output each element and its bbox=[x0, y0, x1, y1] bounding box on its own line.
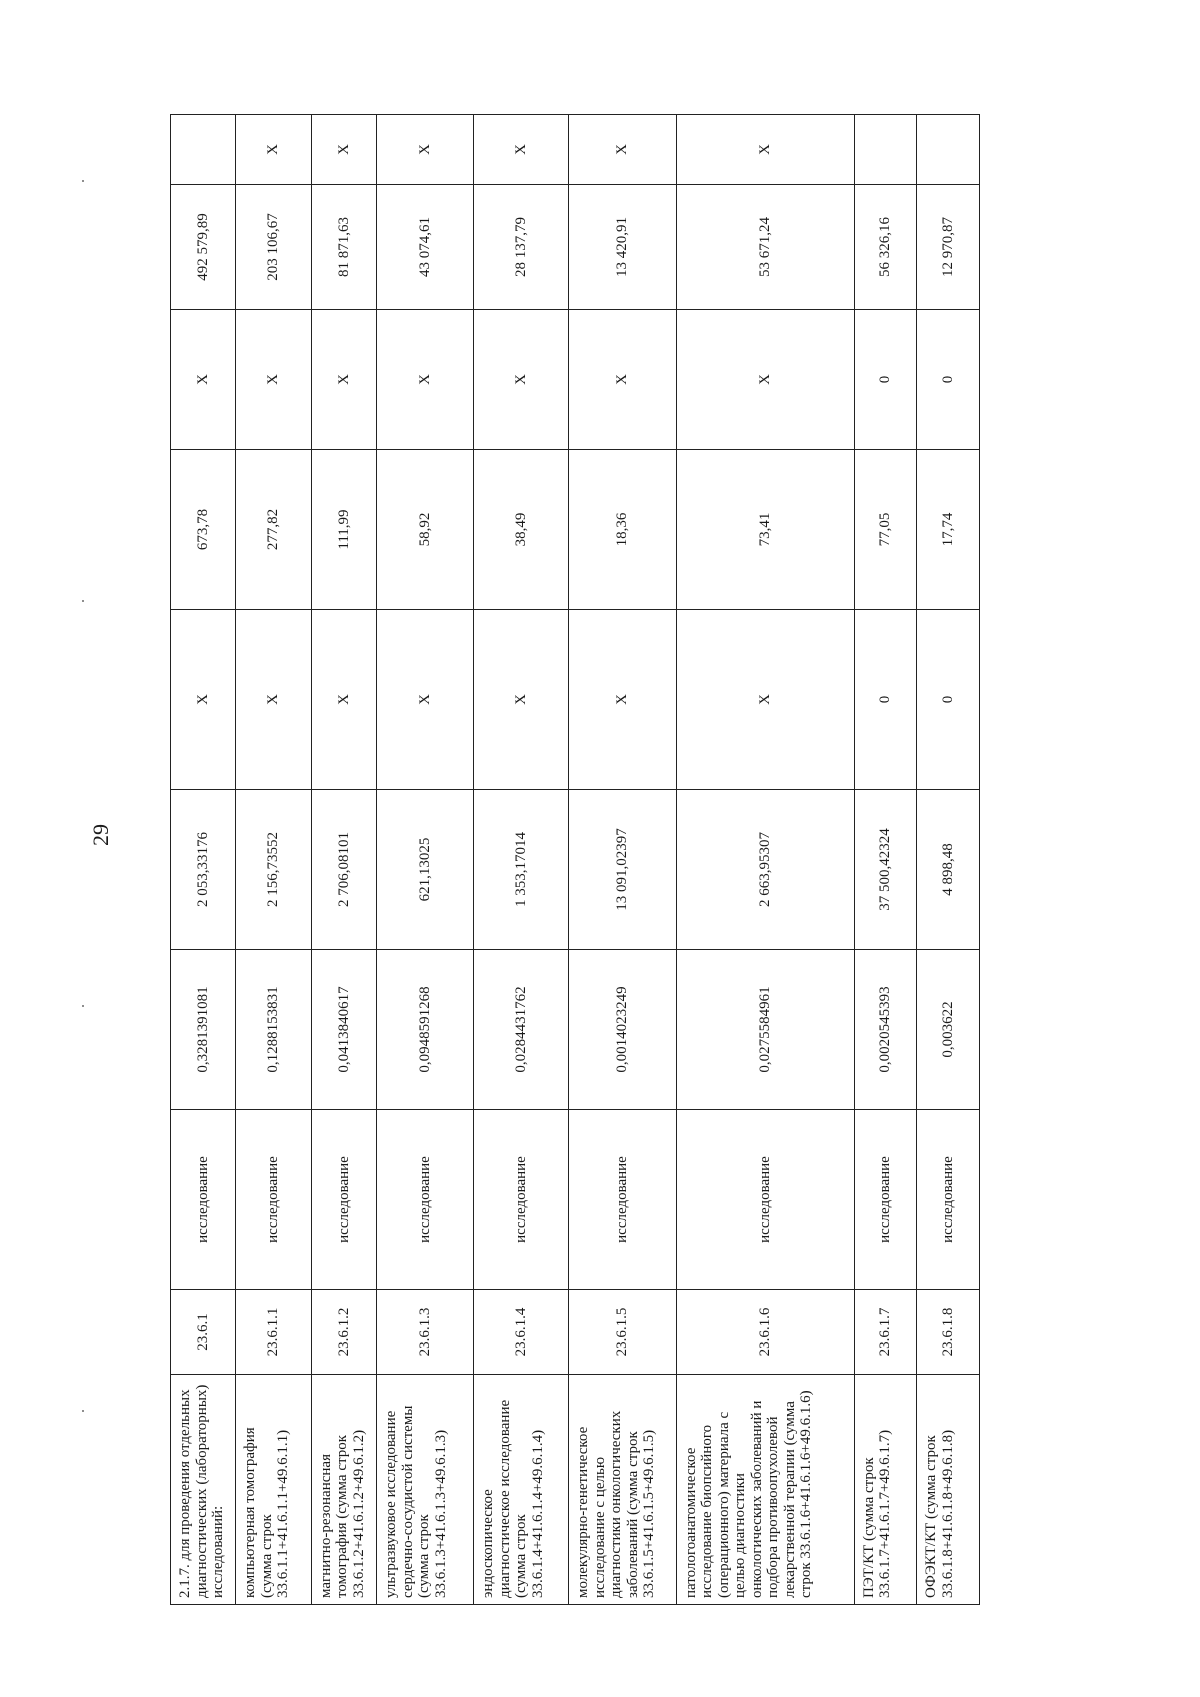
row-value-10-cell bbox=[917, 115, 980, 185]
row-unit-cell: исследование bbox=[474, 1110, 569, 1290]
row-name-cell: 2.1.7. для проведения отдельных диагностических (лабораторных) исследований: bbox=[171, 1375, 236, 1605]
row-value-10-cell: X bbox=[474, 115, 569, 185]
row-value-4-cell: 0,0284431762 bbox=[474, 950, 569, 1110]
row-value-7-cell: 73,41 bbox=[676, 450, 854, 610]
row-value-5-cell: 2 706,08101 bbox=[311, 790, 376, 950]
row-name-cell: магнитно-резонансная томография (сумма строк 33.6.1.2+41.6.1.2+49.6.1.2) bbox=[311, 1375, 376, 1605]
scan-speck bbox=[82, 600, 84, 602]
row-value-6-cell: X bbox=[236, 610, 312, 790]
row-value-9-cell: 28 137,79 bbox=[474, 185, 569, 310]
table-row bbox=[377, 115, 474, 1605]
row-value-7-cell: 38,49 bbox=[474, 450, 569, 610]
row-value-4-cell: 0,0014023249 bbox=[569, 950, 677, 1110]
row-value-10-cell: X bbox=[569, 115, 677, 185]
row-value-10-cell: X bbox=[311, 115, 376, 185]
row-unit-cell: исследование bbox=[854, 1110, 917, 1290]
row-value-10-cell: X bbox=[676, 115, 854, 185]
row-value-4-cell: 0,0413840617 bbox=[311, 950, 376, 1110]
row-value-5-cell: 1 353,17014 bbox=[474, 790, 569, 950]
row-value-8-cell: X bbox=[171, 310, 236, 450]
row-value-10-cell: X bbox=[236, 115, 312, 185]
row-value-8-cell: X bbox=[569, 310, 677, 450]
row-value-9-cell: 203 106,67 bbox=[236, 185, 312, 310]
row-name-cell: ПЭТ/КТ (сумма строк 33.6.1.7+41.6.1.7+49.6.1.7) bbox=[854, 1375, 917, 1605]
row-value-5-cell: 2 156,73552 bbox=[236, 790, 312, 950]
row-value-8-cell: X bbox=[377, 310, 474, 450]
row-value-5-cell: 37 500,42324 bbox=[854, 790, 917, 950]
row-unit-cell: исследование bbox=[236, 1110, 312, 1290]
scan-speck bbox=[82, 180, 84, 182]
row-name-cell: компьютерная томография (сумма строк 33.6.1.1+41.6.1.1+49.6.1.1) bbox=[236, 1375, 312, 1605]
row-name-cell: ОФЭКТ/КТ (сумма строк 33.6.1.8+41.6.1.8+49.6.1.8) bbox=[917, 1375, 980, 1605]
row-unit-cell: исследование bbox=[917, 1110, 980, 1290]
table-row bbox=[311, 115, 376, 1605]
row-name-cell: ультразвуковое исследование сердечно-сосудистой системы (сумма строк 33.6.1.3+41.6.1.3+49.6.1.3) bbox=[377, 1375, 474, 1605]
row-value-4-cell: 0,0275584961 bbox=[676, 950, 854, 1110]
page-number: 29 bbox=[88, 824, 113, 846]
row-code-cell: 23.6.1.7 bbox=[854, 1290, 917, 1375]
row-value-6-cell: X bbox=[676, 610, 854, 790]
row-code-cell: 23.6.1.3 bbox=[377, 1290, 474, 1375]
table-row bbox=[569, 115, 677, 1605]
row-value-7-cell: 277,82 bbox=[236, 450, 312, 610]
row-code-cell: 23.6.1.6 bbox=[676, 1290, 854, 1375]
row-value-7-cell: 111,99 bbox=[311, 450, 376, 610]
row-value-7-cell: 17,74 bbox=[917, 450, 980, 610]
row-value-9-cell: 12 970,87 bbox=[917, 185, 980, 310]
table-row bbox=[474, 115, 569, 1605]
row-value-9-cell: 56 326,16 bbox=[854, 185, 917, 310]
row-unit-cell: исследование bbox=[569, 1110, 677, 1290]
row-value-10-cell: X bbox=[377, 115, 474, 185]
row-value-8-cell: X bbox=[311, 310, 376, 450]
row-value-5-cell: 621,13025 bbox=[377, 790, 474, 950]
row-value-6-cell: X bbox=[569, 610, 677, 790]
row-value-6-cell: X bbox=[171, 610, 236, 790]
row-unit-cell: исследование bbox=[676, 1110, 854, 1290]
row-value-5-cell: 2 053,33176 bbox=[171, 790, 236, 950]
row-value-4-cell: 0,0020545393 bbox=[854, 950, 917, 1110]
row-value-7-cell: 77,05 bbox=[854, 450, 917, 610]
row-value-7-cell: 58,92 bbox=[377, 450, 474, 610]
row-name-cell: патологоанатомическое исследование биопсийного (операционного) материала с целью диагностики онкологических заболеваний и подбора противоопухолевой лекарственной терапии (сумма строк 33.6.1.6+41.6.1.6+49.6.1.6) bbox=[676, 1375, 854, 1605]
row-code-cell: 23.6.1 bbox=[171, 1290, 236, 1375]
row-value-5-cell: 13 091,02397 bbox=[569, 790, 677, 950]
row-value-7-cell: 18,36 bbox=[569, 450, 677, 610]
row-value-6-cell: X bbox=[474, 610, 569, 790]
row-value-8-cell: X bbox=[474, 310, 569, 450]
row-value-9-cell: 13 420,91 bbox=[569, 185, 677, 310]
row-value-8-cell: X bbox=[236, 310, 312, 450]
scan-speck bbox=[82, 1005, 84, 1007]
data-table bbox=[170, 114, 980, 1605]
rotated-table-wrapper bbox=[170, 115, 980, 1605]
row-value-5-cell: 2 663,95307 bbox=[676, 790, 854, 950]
row-value-7-cell: 673,78 bbox=[171, 450, 236, 610]
row-value-4-cell: 0,1288153831 bbox=[236, 950, 312, 1110]
row-value-6-cell: 0 bbox=[917, 610, 980, 790]
row-value-6-cell: X bbox=[377, 610, 474, 790]
row-value-10-cell bbox=[854, 115, 917, 185]
row-value-9-cell: 43 074,61 bbox=[377, 185, 474, 310]
table-row bbox=[236, 115, 312, 1605]
scan-speck bbox=[82, 1410, 84, 1412]
row-value-8-cell: 0 bbox=[854, 310, 917, 450]
row-unit-cell: исследование bbox=[377, 1110, 474, 1290]
row-value-4-cell: 0,003622 bbox=[917, 950, 980, 1110]
row-code-cell: 23.6.1.8 bbox=[917, 1290, 980, 1375]
row-name-cell: эндоскопическое диагностическое исследование (сумма строк 33.6.1.4+41.6.1.4+49.6.1.4) bbox=[474, 1375, 569, 1605]
row-value-5-cell: 4 898,48 bbox=[917, 790, 980, 950]
row-code-cell: 23.6.1.2 bbox=[311, 1290, 376, 1375]
table-row bbox=[854, 115, 917, 1605]
table-row bbox=[171, 115, 236, 1605]
row-value-4-cell: 0,0948591268 bbox=[377, 950, 474, 1110]
row-value-4-cell: 0,3281391081 bbox=[171, 950, 236, 1110]
row-value-8-cell: X bbox=[676, 310, 854, 450]
table-row bbox=[676, 115, 854, 1605]
row-value-6-cell: X bbox=[311, 610, 376, 790]
row-value-8-cell: 0 bbox=[917, 310, 980, 450]
row-code-cell: 23.6.1.1 bbox=[236, 1290, 312, 1375]
row-value-9-cell: 53 671,24 bbox=[676, 185, 854, 310]
row-value-9-cell: 81 871,63 bbox=[311, 185, 376, 310]
table-body bbox=[171, 115, 980, 1605]
row-name-cell: молекулярно-генетическое исследование с целью диагностики онкологических заболеваний (сумма строк 33.6.1.5+41.6.1.5+49.6.1.5) bbox=[569, 1375, 677, 1605]
row-value-10-cell bbox=[171, 115, 236, 185]
row-code-cell: 23.6.1.4 bbox=[474, 1290, 569, 1375]
row-code-cell: 23.6.1.5 bbox=[569, 1290, 677, 1375]
row-value-6-cell: 0 bbox=[854, 610, 917, 790]
table-row bbox=[917, 115, 980, 1605]
row-value-9-cell: 492 579,89 bbox=[171, 185, 236, 310]
row-unit-cell: исследование bbox=[311, 1110, 376, 1290]
row-unit-cell: исследование bbox=[171, 1110, 236, 1290]
